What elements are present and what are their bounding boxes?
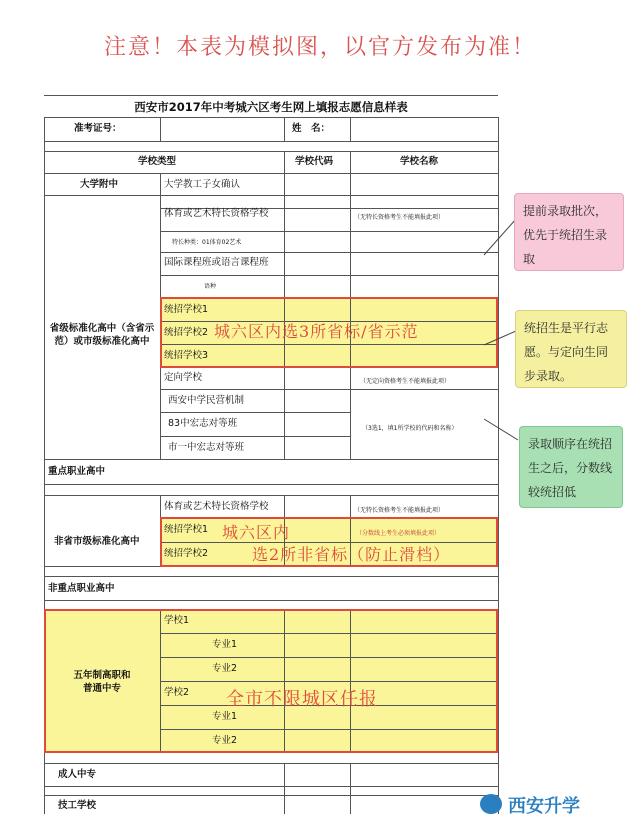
header-school-name: 学校名称 (400, 156, 439, 167)
univ-label: 大学附中 (80, 179, 119, 190)
prov-school-3: 统招学校3 (164, 350, 209, 361)
adult-label: 成人中专 (58, 769, 97, 780)
five-year-redbox (44, 609, 498, 753)
student-name-label: 姓 名： (292, 123, 331, 134)
form-sheet (44, 95, 498, 814)
header-school-code: 学校代码 (295, 156, 334, 167)
notice-banner: 注意！本表为模拟图，以官方发布为准！ (103, 35, 536, 60)
handwritten-five-year-note: 全市不限城区任报 (226, 689, 378, 710)
prov-intl: 国际课程班或语言课程班 (164, 257, 269, 268)
prov-label: 省级标准化高中（含省示范）或市级标准化高中 (49, 323, 155, 347)
nonkey-voc-label: 非重点职业高中 (48, 583, 115, 594)
note-pink: 提前录取批次，优先于统招生录取 (514, 193, 624, 271)
handwritten-prov-note: 城六区内选3所省标/省示范 (214, 322, 419, 341)
nonprov-school-2: 统招学校2 (164, 548, 209, 559)
note-yellow: 统招生是平行志愿。与定向生同步录取。 (515, 310, 627, 388)
prov-private-1: 西安中学民营机制 (168, 395, 245, 406)
handwritten-nonprov-note-2: 选2所非省标（防止滑档） (252, 545, 451, 564)
brand-logo (480, 792, 640, 817)
five-school-1: 学校1 (164, 615, 190, 626)
logo-text: 西安升学 (508, 796, 580, 817)
header-school-type: 学校类型 (138, 156, 177, 167)
prov-choose-note: （3选1，填1所学校的代码和名称） (362, 425, 458, 432)
tech-label: 技工学校 (58, 800, 97, 811)
prov-private-3: 市一中宏志对等班 (168, 442, 245, 453)
key-voc-label: 重点职业高中 (48, 466, 106, 477)
document-title: 西安市2017年中考城六区考生网上填报志愿信息样表 (134, 100, 408, 114)
nonprov-arts: 体育或艺术特长资格学校 (164, 501, 269, 512)
five-major-1b: 专业1 (212, 711, 238, 722)
handwritten-nonprov-note-1: 城六区内 (222, 523, 291, 542)
prov-arts-sub: 特长种类：01体育02艺术 (172, 239, 242, 246)
note-green: 录取顺序在统招生之后，分数线较统招低 (519, 426, 623, 508)
prov-lang: 语种 (204, 283, 217, 290)
prov-school-1: 统招学校1 (164, 304, 209, 315)
nonprov-score-note: （分数线上考生必须填报此项） (356, 530, 441, 537)
prov-private-2: 83中宏志对等班 (168, 418, 238, 429)
five-major-1a: 专业1 (212, 639, 238, 650)
nonprov-arts-note: （无特长资格考生不能填报此项） (354, 507, 445, 514)
prov-directed-note: （无定向资格考生不能填报此项） (360, 378, 451, 385)
prov-school-2: 统招学校2 (164, 327, 209, 338)
five-major-2b: 专业2 (212, 735, 238, 746)
five-year-label: 五年制高职和普通中专 (73, 670, 131, 694)
nonprov-label: 非省市级标准化高中 (54, 536, 140, 547)
logo-circle-icon (480, 794, 502, 814)
nonprov-school-1: 统招学校1 (164, 524, 209, 535)
prov-arts-note: （无特长资格考生不能填报此项） (354, 214, 445, 221)
five-school-2: 学校2 (164, 687, 190, 698)
prov-arts: 体育或艺术特长资格学校 (164, 208, 269, 219)
univ-option: 大学教工子女确认 (164, 179, 241, 190)
prov-directed: 定向学校 (164, 372, 203, 383)
exam-id-label: 准考证号： (74, 123, 122, 134)
five-major-2a: 专业2 (212, 663, 238, 674)
